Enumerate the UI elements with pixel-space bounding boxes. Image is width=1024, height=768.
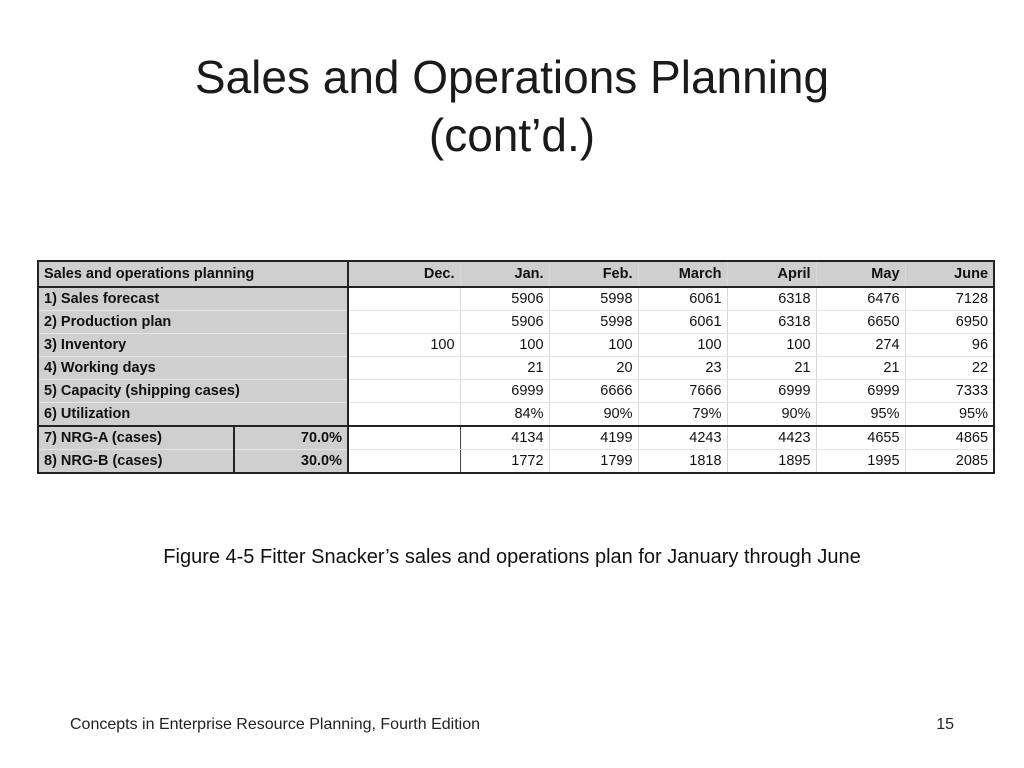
cell-value: 4655 xyxy=(816,426,905,450)
header-month: April xyxy=(727,261,816,287)
row-label: 4) Working days xyxy=(38,357,348,380)
cell-value: 1772 xyxy=(460,450,549,474)
header-month: June xyxy=(905,261,994,287)
cell-value: 6666 xyxy=(549,380,638,403)
cell-value: 90% xyxy=(727,403,816,427)
cell-value: 23 xyxy=(638,357,727,380)
cell-value: 4134 xyxy=(460,426,549,450)
cell-value: 90% xyxy=(549,403,638,427)
cell-dec: 100 xyxy=(348,334,460,357)
cell-value: 6061 xyxy=(638,287,727,311)
cell-value: 1799 xyxy=(549,450,638,474)
cell-value: 6999 xyxy=(727,380,816,403)
cell-value: 21 xyxy=(816,357,905,380)
cell-value: 21 xyxy=(727,357,816,380)
table-row xyxy=(38,426,994,450)
row-label: 7) NRG-A (cases) xyxy=(38,426,234,450)
slide-title xyxy=(0,48,1024,164)
cell-value: 6318 xyxy=(727,287,816,311)
cell-value: 100 xyxy=(727,334,816,357)
row-label: 1) Sales forecast xyxy=(38,287,348,311)
table-row xyxy=(38,287,994,311)
header-month: Feb. xyxy=(549,261,638,287)
table-row xyxy=(38,311,994,334)
cell-value: 4423 xyxy=(727,426,816,450)
cell-value: 6650 xyxy=(816,311,905,334)
cell-value: 7128 xyxy=(905,287,994,311)
figure-caption: Figure 4-5 Fitter Snacker’s sales and operations plan for January through June xyxy=(163,546,861,568)
cell-dec xyxy=(348,380,460,403)
cell-value: 6061 xyxy=(638,311,727,334)
cell-dec xyxy=(348,287,460,311)
header-label: Sales and operations planning xyxy=(38,261,348,287)
cell-value: 6950 xyxy=(905,311,994,334)
cell-value: 7333 xyxy=(905,380,994,403)
cell-value: 79% xyxy=(638,403,727,427)
table-row xyxy=(38,403,994,427)
footer-book-title: Concepts in Enterprise Resource Planning, Fourth Edition xyxy=(70,716,480,733)
cell-dec xyxy=(348,426,460,450)
cell-value: 95% xyxy=(816,403,905,427)
sop-table xyxy=(37,260,995,474)
cell-value: 6476 xyxy=(816,287,905,311)
cell-value: 1818 xyxy=(638,450,727,474)
cell-value: 100 xyxy=(638,334,727,357)
cell-value: 5998 xyxy=(549,311,638,334)
cell-dec xyxy=(348,357,460,380)
cell-value: 100 xyxy=(549,334,638,357)
cell-value: 84% xyxy=(460,403,549,427)
cell-value: 96 xyxy=(905,334,994,357)
cell-value: 6999 xyxy=(460,380,549,403)
cell-value: 1995 xyxy=(816,450,905,474)
table-row xyxy=(38,450,994,474)
page-number: 15 xyxy=(936,716,954,733)
header-month: May xyxy=(816,261,905,287)
row-label: 2) Production plan xyxy=(38,311,348,334)
product-share: 30.0% xyxy=(234,450,348,474)
cell-dec xyxy=(348,403,460,427)
product-share: 70.0% xyxy=(234,426,348,450)
header-month: Dec. xyxy=(348,261,460,287)
table-row xyxy=(38,334,994,357)
cell-value: 274 xyxy=(816,334,905,357)
row-label: 8) NRG-B (cases) xyxy=(38,450,234,474)
cell-value: 4199 xyxy=(549,426,638,450)
cell-value: 95% xyxy=(905,403,994,427)
header-month: Jan. xyxy=(460,261,549,287)
cell-value: 6318 xyxy=(727,311,816,334)
cell-value: 4865 xyxy=(905,426,994,450)
cell-value: 1895 xyxy=(727,450,816,474)
sop-table-container xyxy=(37,260,993,474)
cell-value: 2085 xyxy=(905,450,994,474)
cell-value: 22 xyxy=(905,357,994,380)
table-header-row xyxy=(38,261,994,287)
cell-value: 5906 xyxy=(460,311,549,334)
header-month: March xyxy=(638,261,727,287)
table-row xyxy=(38,380,994,403)
cell-dec xyxy=(348,450,460,474)
row-label: 6) Utilization xyxy=(38,403,348,427)
title-line-2: (cont’d.) xyxy=(428,109,596,161)
table-row xyxy=(38,357,994,380)
cell-dec xyxy=(348,311,460,334)
cell-value: 4243 xyxy=(638,426,727,450)
cell-value: 6999 xyxy=(816,380,905,403)
cell-value: 5998 xyxy=(549,287,638,311)
cell-value: 5906 xyxy=(460,287,549,311)
cell-value: 100 xyxy=(460,334,549,357)
cell-value: 21 xyxy=(460,357,549,380)
title-line-1: Sales and Operations Planning xyxy=(194,51,830,103)
row-label: 3) Inventory xyxy=(38,334,348,357)
cell-value: 7666 xyxy=(638,380,727,403)
row-label: 5) Capacity (shipping cases) xyxy=(38,380,348,403)
cell-value: 20 xyxy=(549,357,638,380)
